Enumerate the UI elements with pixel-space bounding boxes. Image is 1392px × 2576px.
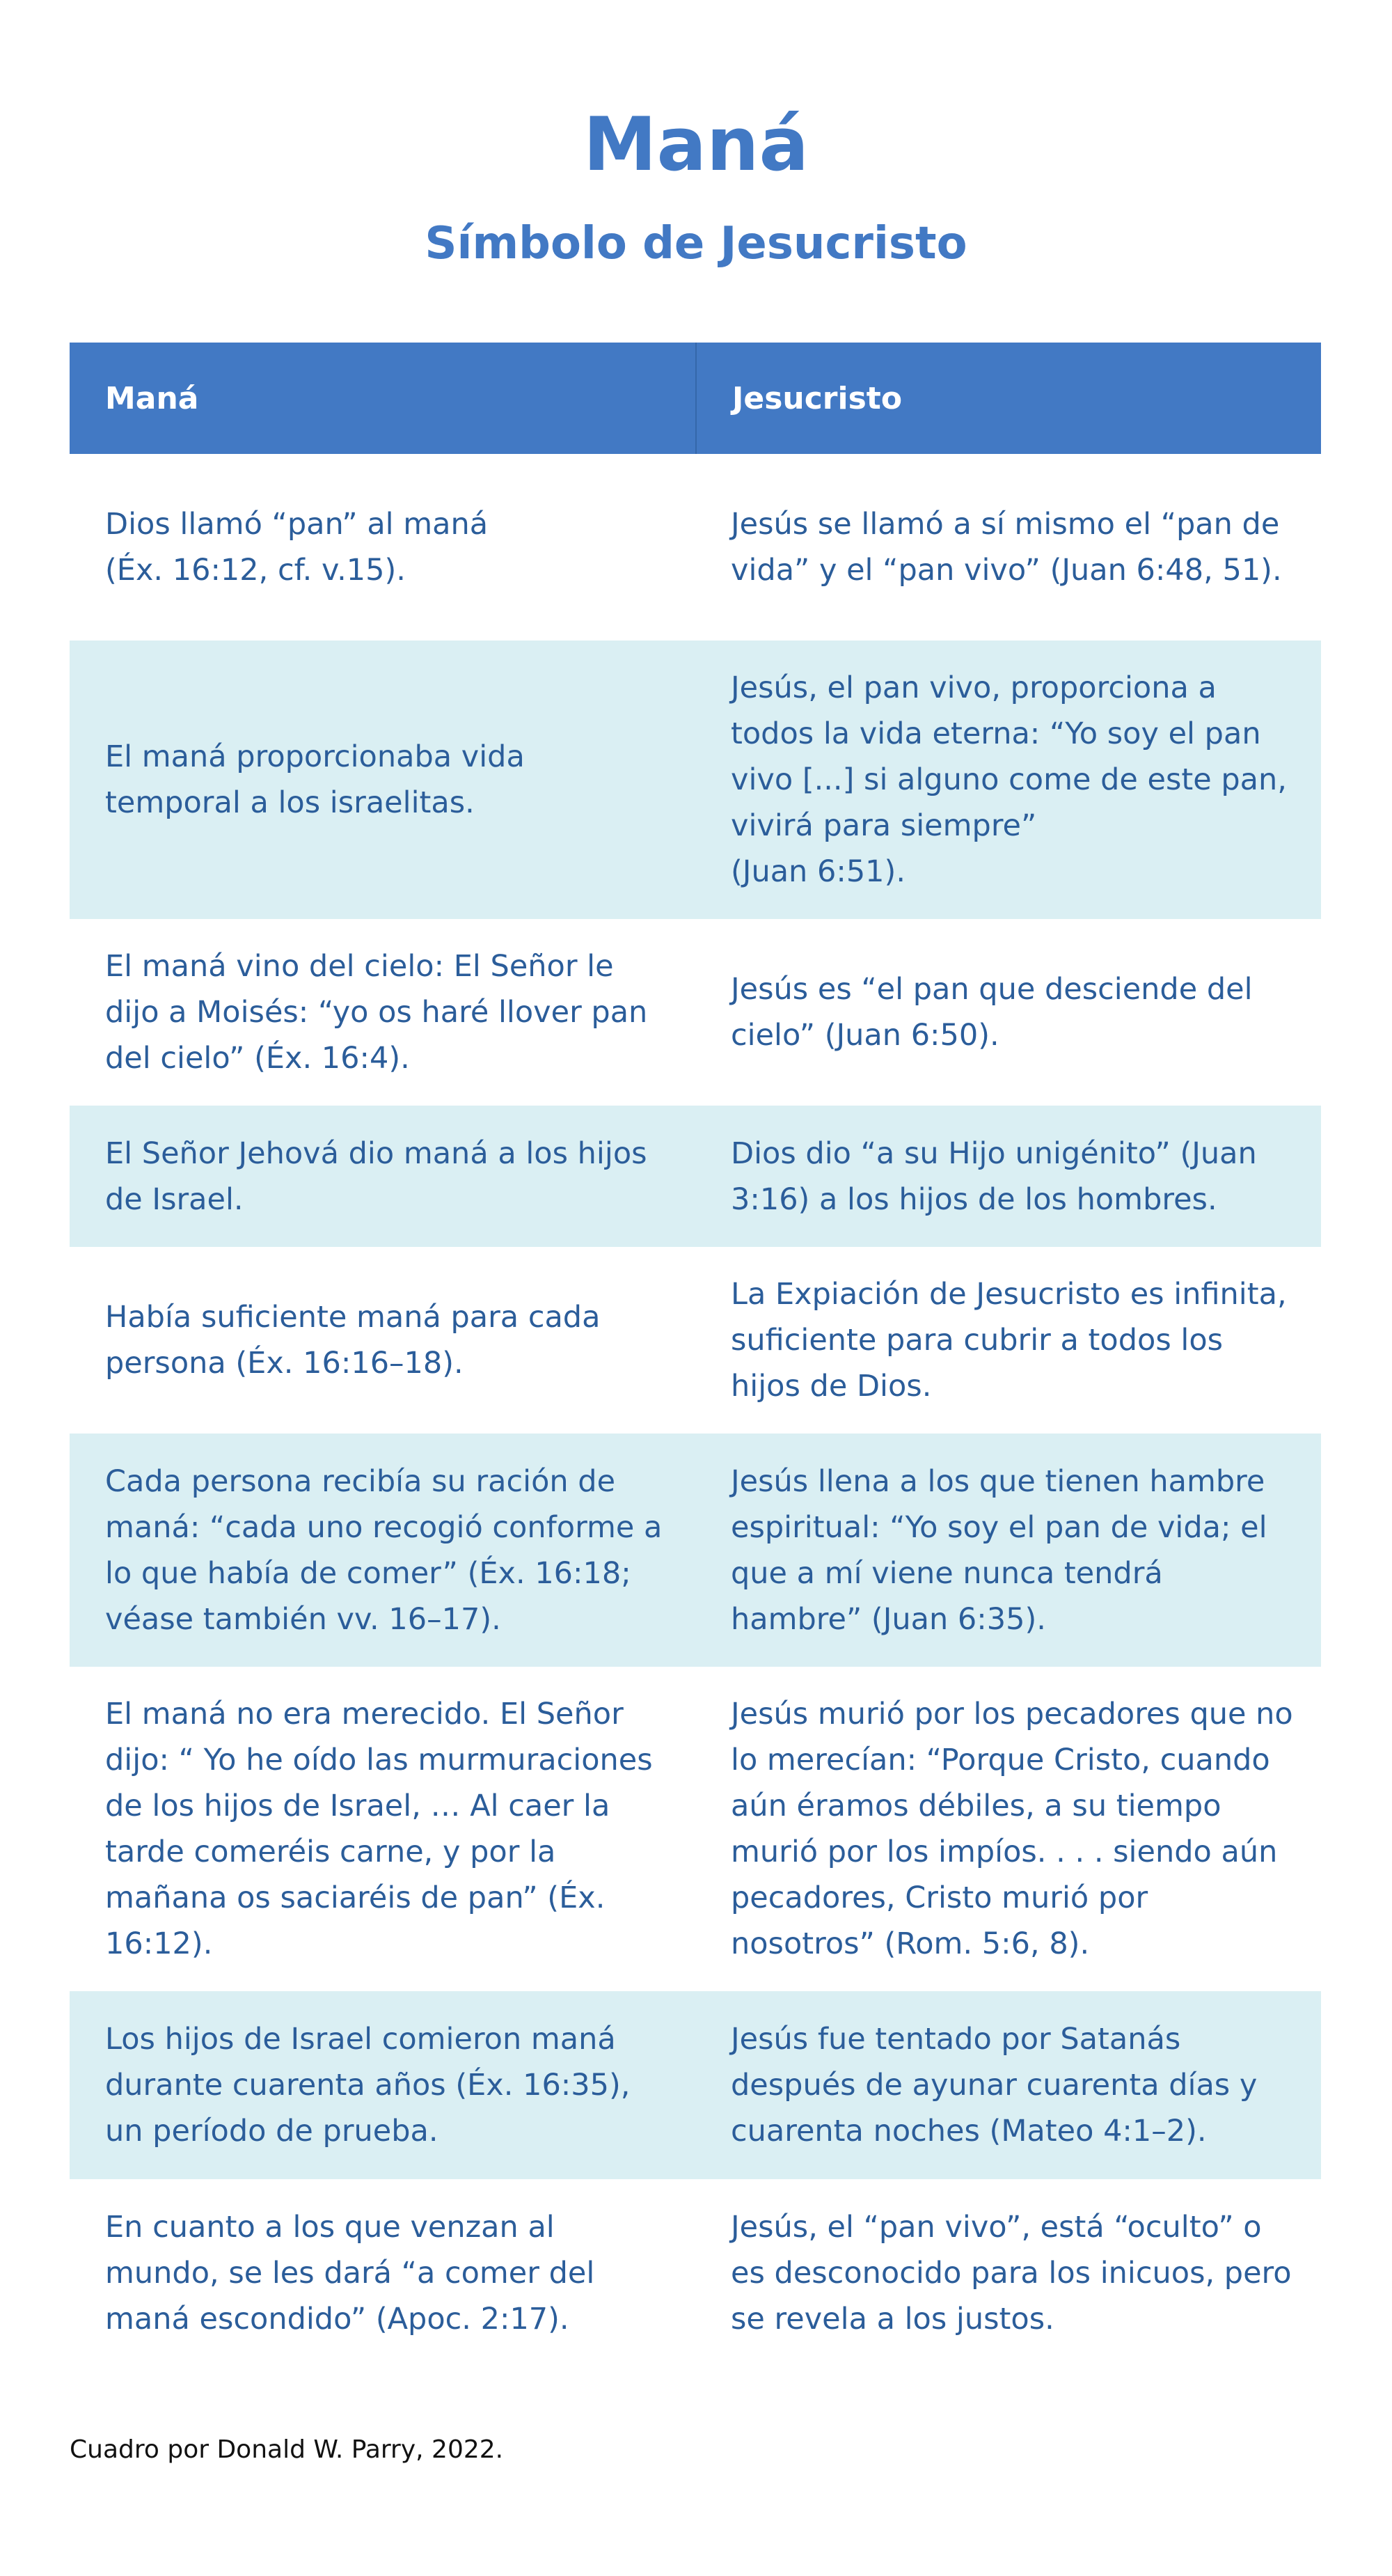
table-row [70, 1106, 1321, 1247]
cell-jesucristo: Jesús murió por los pecadores que no lo merecían: “Porque Cristo, cuando aún éramos débiles, a su tiempo murió por los impíos. . . . siendo aún pecadores, Cristo murió por nosotros” (Rom. 5:6, 8). [731, 1697, 1293, 1961]
table-header [70, 343, 1321, 454]
table-row [70, 919, 1321, 1106]
cell-jesucristo: Jesús es “el pan que desciende del cielo” (Juan 6:50). [731, 972, 1253, 1053]
cell-mana: Los hijos de Israel comieron maná durante cuarenta años (Éx. 16:35), un período de prueba. [105, 2022, 631, 2149]
table-row [70, 454, 1321, 641]
column-header-jesucristo: Jesucristo [695, 343, 1321, 454]
cell-mana: Cada persona recibía su ración de maná: “cada uno recogió conforme a lo que había de comer” (Éx. 16:18; véase también vv. 16–17). [105, 1463, 663, 1637]
table-row [70, 1991, 1321, 2179]
table-row [70, 1667, 1321, 1991]
cell-jesucristo: La Expiación de Jesucristo es infinita, suficiente para cubrir a todos los hijos de Dios. [731, 1277, 1287, 1404]
table-row [70, 1247, 1321, 1434]
cell-jesucristo: Jesús, el “pan vivo”, está “oculto” o es desconocido para los inicuos, pero se revela a los justos. [731, 2210, 1292, 2337]
cell-mana: Había suficiente maná para cada persona (Éx. 16:16–18). [105, 1300, 601, 1381]
cell-mana: El maná vino del cielo: El Señor le dijo a Moisés: “yo os haré llover pan del cielo” (Éx. 16:4). [105, 949, 648, 1076]
page-subtitle: Símbolo de Jesucristo [425, 218, 967, 269]
table-row [70, 1434, 1321, 1667]
credit-footer: Cuadro por Donald W. Parry, 2022. [70, 2435, 504, 2464]
cell-jesucristo: Dios dio “a su Hijo unigénito” (Juan 3:16) a los hijos de los hombres. [731, 1136, 1257, 1217]
cell-mana: El Señor Jehová dio maná a los hijos de Israel. [105, 1136, 647, 1217]
cell-mana: Dios llamó “pan” al maná (Éx. 16:12, cf. v.15). [105, 507, 489, 588]
cell-mana: En cuanto a los que venzan al mundo, se les dará “a comer del maná escondido” (Apoc. 2:17). [105, 2210, 595, 2337]
table-row [70, 2179, 1321, 2367]
comparison-table [70, 343, 1321, 2367]
cell-mana: El maná proporcionaba vida temporal a los israelitas. [105, 739, 525, 820]
table-row [70, 641, 1321, 919]
column-header-mana: Maná [105, 380, 199, 416]
cell-jesucristo: Jesús fue tentado por Satanás después de ayunar cuarenta días y cuarenta noches (Mateo 4:1–2). [731, 2022, 1258, 2149]
page-title: Maná [583, 102, 809, 187]
cell-jesucristo: Jesús, el pan vivo, proporciona a todos la vida eterna: “Yo soy el pan vivo [...] si alguno come de este pan, vivirá para siempre” (Juan 6:51). [731, 670, 1287, 889]
cell-jesucristo: Jesús llena a los que tienen hambre espiritual: “Yo soy el pan de vida; el que a mí viene nunca tendrá hambre” (Juan 6:35). [731, 1463, 1267, 1637]
cell-jesucristo: Jesús se llamó a sí mismo el “pan de vida” y el “pan vivo” (Juan 6:48, 51). [731, 507, 1282, 588]
cell-mana: El maná no era merecido. El Señor dijo: “ Yo he oído las murmuraciones de los hijos de Israel, … Al caer la tarde comeréis carne, y por la mañana os saciaréis de pan” (Éx. 16:12). [105, 1697, 653, 1961]
